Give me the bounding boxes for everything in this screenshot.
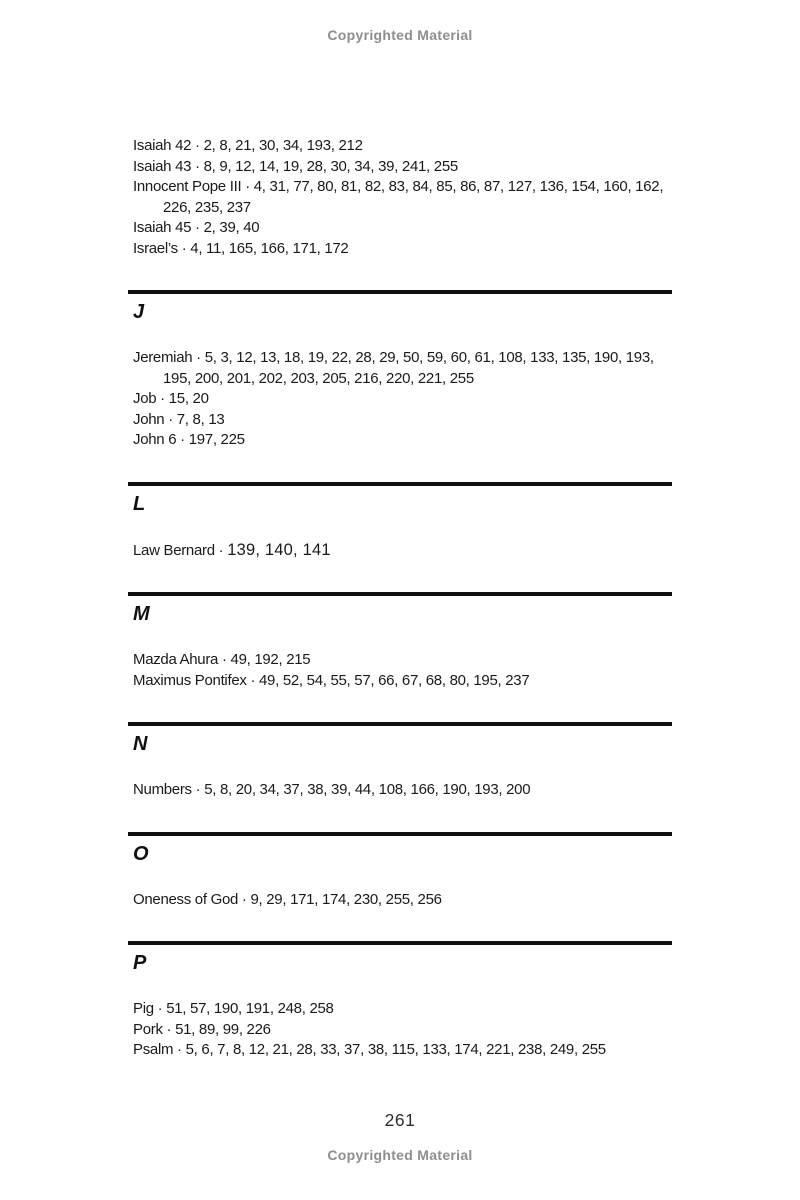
- page-refs: 4, 11, 165, 166, 171, 172: [190, 239, 349, 257]
- index-entry: [128, 410, 672, 431]
- separator-dot: ·: [238, 890, 251, 908]
- separator-dot: ·: [191, 219, 204, 236]
- index-entry: [128, 890, 672, 911]
- section-entries: [128, 540, 672, 562]
- index-term: Isaiah 42: [133, 137, 192, 154]
- page-refs: 51, 57, 190, 191, 248, 258: [166, 1000, 334, 1017]
- index-term: Maximus Pontifex: [133, 671, 247, 689]
- separator-dot: ·: [162, 1020, 176, 1038]
- index-term: Pig: [133, 1000, 154, 1017]
- index-term: Law Bernard: [133, 541, 215, 559]
- separator-dot: ·: [164, 410, 177, 428]
- index-term: Isaiah 43: [133, 157, 192, 175]
- index-entry: [128, 999, 672, 1020]
- index-entry: [128, 540, 672, 562]
- section-letter: O: [133, 842, 149, 865]
- separator-dot: ·: [241, 178, 254, 195]
- section-rule: [128, 290, 672, 294]
- separator-dot: ·: [214, 541, 228, 559]
- page-refs: 5, 6, 7, 8, 12, 21, 28, 33, 37, 38, 115, 133, 174, 221, 238, 249, 255: [185, 1041, 606, 1058]
- separator-dot: ·: [156, 390, 169, 407]
- page-refs: 7, 8, 13: [176, 410, 225, 428]
- page-refs: 9, 29, 171, 174, 230, 255, 256: [250, 890, 442, 908]
- index-entry: [128, 650, 672, 671]
- page-refs: 2, 8, 21, 30, 34, 193, 212: [203, 137, 363, 154]
- index-term: Job: [133, 390, 157, 407]
- page-refs: 15, 20: [168, 390, 209, 407]
- index-entry: [128, 430, 672, 451]
- index-term: Numbers: [133, 781, 192, 798]
- copyright-notice-bottom: Copyrighted Material: [327, 1147, 473, 1163]
- separator-dot: ·: [218, 651, 231, 668]
- page-refs: 51, 89, 99, 226: [175, 1020, 271, 1038]
- section-rule: [128, 592, 672, 596]
- section-entries: [128, 348, 672, 451]
- index-entry: [128, 780, 672, 801]
- section-letter: J: [133, 301, 145, 323]
- section-rule: [128, 722, 672, 726]
- section-rule: [128, 941, 672, 945]
- page-refs: 49, 52, 54, 55, 57, 66, 67, 68, 80, 195, 237: [259, 671, 530, 689]
- index-entry: [128, 177, 672, 218]
- section-entries: [128, 650, 672, 691]
- index-term: Isaiah 45: [133, 219, 192, 236]
- index-entry: [128, 157, 672, 178]
- section-letter: P: [133, 952, 147, 974]
- index-entry: [128, 1020, 672, 1041]
- index-section-j: [128, 290, 672, 451]
- index-entry: [128, 671, 672, 692]
- index-term: Pork: [133, 1020, 163, 1038]
- index-term: John 6: [133, 431, 177, 448]
- index-term: Psalm: [133, 1041, 174, 1058]
- page-refs: 2, 39, 40: [203, 219, 260, 236]
- index-section-n: [128, 722, 672, 801]
- page-refs: 139, 140, 141: [227, 540, 331, 559]
- separator-dot: ·: [191, 781, 205, 798]
- index-entry: [128, 389, 672, 410]
- index-entry: [128, 239, 672, 260]
- index-term: Israel’s: [133, 239, 178, 257]
- page-refs: 197, 225: [188, 431, 245, 448]
- index-content: [128, 136, 672, 1061]
- separator-dot: ·: [153, 1000, 167, 1017]
- separator-dot: ·: [177, 239, 191, 257]
- separator-dot: ·: [191, 157, 204, 175]
- section-entries: [128, 780, 672, 801]
- index-section-p: [128, 941, 672, 1061]
- index-section-m: [128, 592, 672, 691]
- section-entries: [128, 890, 672, 911]
- separator-dot: ·: [246, 671, 260, 689]
- section-letter: N: [133, 733, 148, 755]
- index-term: Mazda Ahura: [133, 651, 219, 668]
- page-refs: 49, 192, 215: [230, 651, 311, 668]
- copyright-notice-top: Copyrighted Material: [327, 27, 473, 43]
- index-entry: [128, 218, 672, 239]
- section-letter: L: [133, 492, 146, 515]
- index-entry: [128, 1040, 672, 1061]
- index-term: John: [133, 410, 165, 428]
- page-number: 261: [384, 1110, 416, 1130]
- index-term: Innocent Pope III: [133, 178, 242, 195]
- separator-dot: ·: [192, 349, 205, 366]
- separator-dot: ·: [191, 137, 204, 154]
- page-refs: 8, 9, 12, 14, 19, 28, 30, 34, 39, 241, 255: [203, 157, 458, 175]
- section-rule: [128, 832, 672, 836]
- index-section-l: [128, 482, 672, 562]
- index-term: Jeremiah: [133, 349, 193, 366]
- page-refs: 5, 8, 20, 34, 37, 38, 39, 44, 108, 166, 190, 193, 200: [204, 781, 531, 798]
- page-refs: 4, 31, 77, 80, 81, 82, 83, 84, 85, 86, 87, 127, 136, 154, 160, 162, 226, 235, 237: [163, 178, 664, 216]
- page-refs: 5, 3, 12, 13, 18, 19, 22, 28, 29, 50, 59, 60, 61, 108, 133, 135, 190, 193, 195, 200, 201, 202, 203, 205, 216, 220, 221, 255: [163, 349, 654, 387]
- separator-dot: ·: [173, 1041, 186, 1058]
- section-letter: M: [133, 603, 150, 625]
- separator-dot: ·: [176, 431, 189, 448]
- index-entry: [128, 348, 672, 389]
- index-term: Oneness of God: [133, 890, 239, 908]
- section-entries: [128, 999, 672, 1061]
- index-section-o: [128, 832, 672, 911]
- index-entry: [128, 136, 672, 157]
- section-rule: [128, 482, 672, 486]
